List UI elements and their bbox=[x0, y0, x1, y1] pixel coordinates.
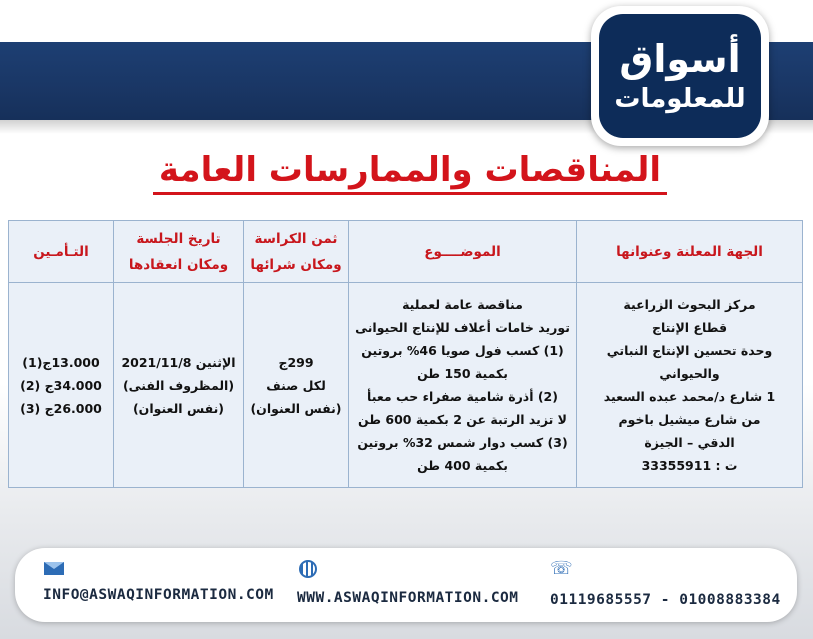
header-insurance: التـأمـين bbox=[9, 221, 114, 283]
session-line: (نفس العنوان) bbox=[132, 400, 225, 416]
page-title bbox=[140, 150, 680, 190]
header-price-line-1: ثمن الكراسة bbox=[254, 230, 338, 247]
footer-website-text[interactable]: WWW.ASWAQINFORMATION.COM bbox=[297, 590, 519, 606]
subject-line: (3) كسب دوار شمس 32% بروتين bbox=[357, 435, 568, 450]
subject-line: لا تزيد الرتبة عن 2 بكمية 600 طن bbox=[358, 412, 567, 427]
header-price bbox=[244, 221, 349, 283]
subject-line: (1) كسب فول صويا 46% بروتين bbox=[361, 343, 564, 358]
page-title-text: المناقصات والممارسات العامة bbox=[153, 150, 667, 195]
subject-line: بكمية 400 طن bbox=[417, 458, 508, 473]
entity-line: من شارع ميشيل باخوم bbox=[618, 412, 761, 427]
subject-line: توريد خامات أعلاف للإنتاج الحيوانى bbox=[355, 320, 570, 335]
entity-line: 1 شارع د/محمد عبده السعيد bbox=[603, 389, 776, 404]
footer-phone-text[interactable]: 01119685557 - 01008883384 bbox=[550, 592, 781, 608]
header-entity: الجهة المعلنة وعنوانها bbox=[577, 221, 803, 283]
price-line: لكل صنف bbox=[266, 377, 326, 393]
header-subject: الموضــــوع bbox=[349, 221, 577, 283]
header-session-line-2: ومكان انعقادها bbox=[128, 256, 229, 273]
header-session bbox=[114, 221, 244, 283]
subject-line: (2) أذرة شامية صفراء حب معبأ bbox=[367, 389, 558, 404]
aswaq-logo bbox=[591, 6, 769, 146]
footer-email[interactable] bbox=[43, 558, 274, 603]
cell-session bbox=[114, 283, 244, 488]
insurance-line: 13.000ج(1) bbox=[22, 354, 100, 370]
cell-insurance bbox=[9, 283, 114, 488]
cell-subject bbox=[349, 283, 577, 488]
cell-price bbox=[244, 283, 349, 488]
subject-line: مناقصة عامة لعملية bbox=[402, 297, 523, 312]
header-price-line-2: ومكان شرائها bbox=[250, 256, 342, 273]
table-header-row bbox=[9, 221, 803, 283]
entity-line: مركز البحوث الزراعية bbox=[623, 297, 756, 312]
header-session-line-1: تاريخ الجلسة bbox=[136, 230, 221, 247]
entity-phone: ت : 33355911 bbox=[641, 458, 738, 473]
phone-icon: ☏ bbox=[550, 558, 573, 579]
entity-line: وحدة تحسين الإنتاج النباتي bbox=[606, 343, 773, 358]
price-value: 299ج bbox=[278, 354, 314, 370]
footer-phone[interactable] bbox=[550, 558, 781, 608]
entity-line: قطاع الإنتاج bbox=[651, 320, 728, 335]
session-line: (المظروف الفنى) bbox=[122, 377, 235, 393]
logo-line-2: للمعلومات bbox=[614, 84, 746, 114]
tenders-table bbox=[8, 220, 803, 488]
logo-inner bbox=[599, 14, 761, 138]
price-line: (نفس العنوان) bbox=[250, 400, 342, 416]
insurance-line: 34.000ج (2) bbox=[20, 377, 102, 393]
footer-email-text[interactable]: INFO@ASWAQINFORMATION.COM bbox=[43, 587, 274, 603]
contact-footer bbox=[15, 548, 797, 622]
envelope-icon bbox=[43, 562, 65, 575]
logo-line-1: أسواق bbox=[619, 37, 741, 81]
insurance-line: 26.000ج (3) bbox=[20, 400, 102, 416]
entity-line: والحيواني bbox=[659, 366, 720, 381]
entity-line: الدقي – الجيزة bbox=[644, 435, 735, 450]
subject-line: بكمية 150 طن bbox=[417, 366, 508, 381]
table-row bbox=[9, 283, 803, 488]
footer-website[interactable] bbox=[297, 558, 519, 606]
session-date: الإثنين 2021/11/8 bbox=[121, 354, 236, 370]
cell-entity bbox=[577, 283, 803, 488]
globe-icon bbox=[297, 560, 319, 578]
